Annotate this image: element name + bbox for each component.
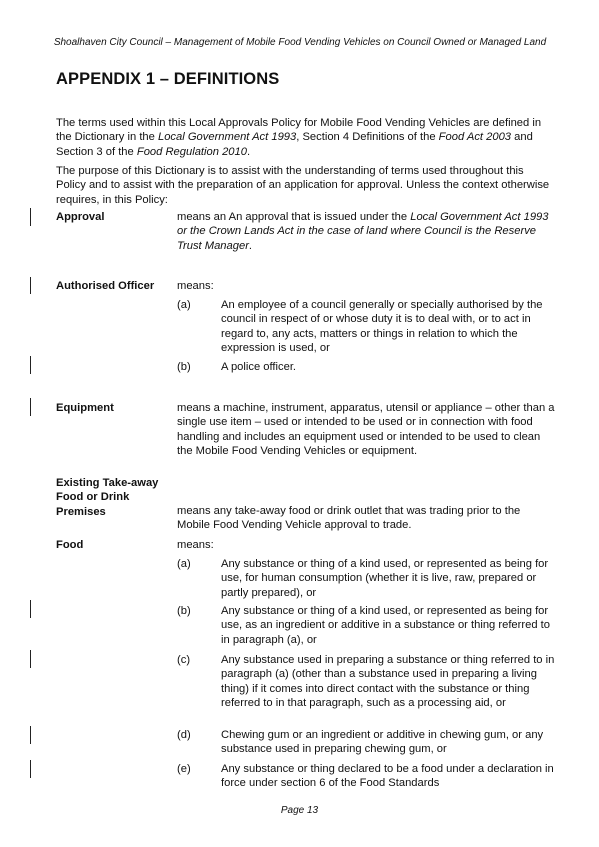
definition-means: means: [177,539,214,551]
intro-text: , Section 4 Definitions of the [296,131,439,144]
list-item: Any substance or thing declared to be a food under a declaration in force under section 6 of the Food Standards [221,763,554,790]
revision-bar [30,398,31,416]
running-header: Shoalhaven City Council – Management of Mobile Food Vending Vehicles on Council Owned or Managed Land [53,37,547,48]
definition-text-italic: Local Government Act 1993 or the Crown Lands Act in the case of land where Council is the Reserve Trust Manager [177,211,549,252]
definition-text: means a machine, instrument, apparatus, utensil or appliance – other than a single use item – used or intended to be used or in connection with food handling and includes an equipment used or intended to be used to clean the Mobile Food Vending Vehicles or equipment. [177,402,555,457]
intro-text: and Section 3 of the [56,131,533,158]
list-item: A police officer. [221,361,297,373]
intro-paragraph-1 [56,116,556,159]
page-number: Page 13 [280,805,319,816]
list-item: Any substance or thing of a kind used, or represented as being for use, for human consumption (whether it is live, raw, prepared or partly prepared), or [221,558,549,599]
revision-bar [30,600,31,618]
page-title: APPENDIX 1 – DEFINITIONS [56,70,280,88]
intro-paragraph-2: The purpose of this Dictionary is to assist with the understanding of terms used throughout this Policy and to assist with the preparation of an application for approval. Unless the context otherwise requires, in this Policy: [56,165,550,206]
definition-term: Approval [56,211,105,223]
definition-text-part: . [248,239,253,252]
list-label: (d) [177,729,191,741]
list-item: An employee of a council generally or specially authorised by the council in respect of or whose duty it is to deal with, or to act in regard to, any acts, matters or things in relation to which the expression is used, or [221,299,543,354]
list-item: Any substance or thing of a kind used, or represented as being for use, as an ingredient or additive in a substance or thing referred to in paragraph (a), or [221,605,550,646]
revision-bar [30,726,31,744]
definition-text-part: means an An approval that is issued under the [177,211,411,223]
definition-means: means: [177,280,214,292]
revision-bar [30,650,31,668]
list-label: (b) [177,361,191,373]
definition-term: Existing Take-away Food or Drink Premises [56,477,159,518]
revision-bar [30,760,31,778]
intro-act-name: Local Government Act 1993 [157,131,297,144]
definition-text [177,210,555,253]
list-item: Any substance used in preparing a substance or thing referred to in paragraph (a) (other than a substance used in preparing a living thing) if it comes into direct contact with the substance or thing referred to in that paragraph, such as a processing aid, or [221,654,555,709]
definition-term: Equipment [56,402,114,414]
definition-term: Food [56,539,84,551]
intro-act-name: Food Act 2003 [438,131,512,144]
list-item: Chewing gum or an ingredient or additive in chewing gum, or any substance used in preparing chewing gum, or [221,729,544,756]
revision-bar [30,277,31,294]
intro-text: . [246,145,251,158]
intro-text: The terms used within this Local Approvals Policy for Mobile Food Vending Vehicles are defined in the Dictionary in the [56,117,542,144]
list-label: (c) [177,654,191,666]
revision-bar [30,356,31,374]
list-label: (e) [177,763,191,775]
definition-text: means any take-away food or drink outlet that was trading prior to the Mobile Food Vending Vehicle approval to trade. [177,505,521,532]
definition-term: Authorised Officer [56,280,155,292]
revision-bar [30,208,31,226]
list-label: (a) [177,299,191,311]
list-label: (b) [177,605,191,617]
intro-act-name: Food Regulation 2010 [136,145,247,158]
list-label: (a) [177,558,191,570]
